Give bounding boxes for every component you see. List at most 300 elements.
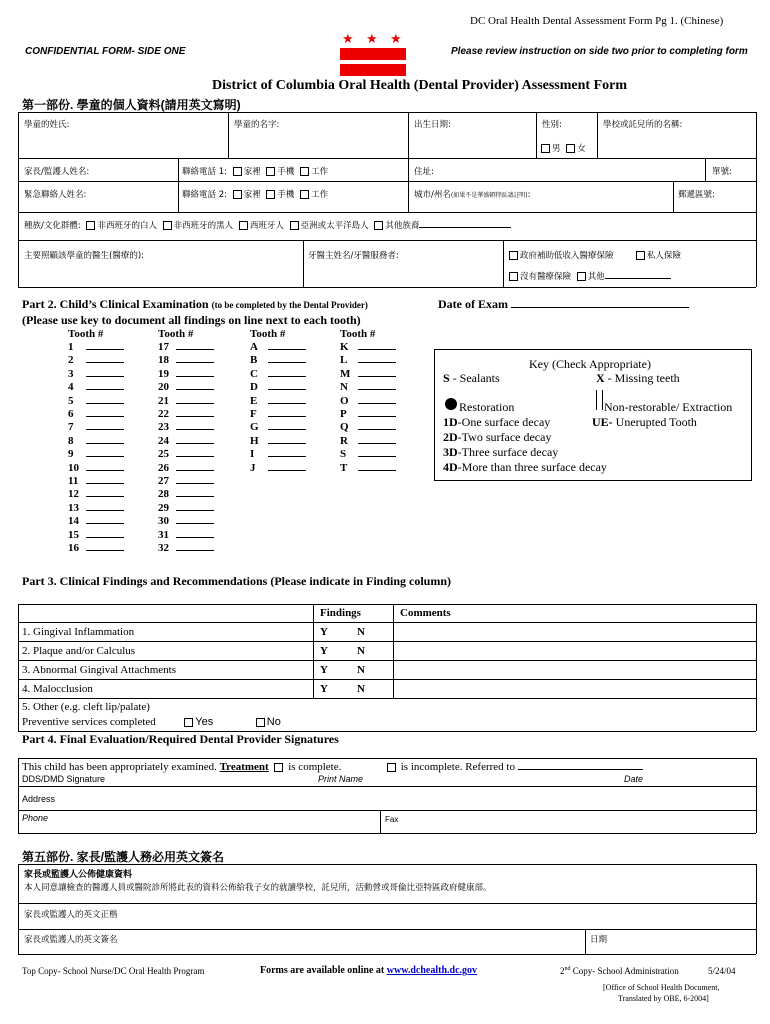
release-heading: 家長或監護人公佈健康資料 — [24, 869, 133, 879]
phone2-mobile-label: 手機 — [277, 190, 295, 200]
phone2-label: 聯絡電話 2: — [182, 190, 227, 200]
tooth-number: R — [340, 434, 348, 447]
other-ethnicity-label: 其他族裔 — [385, 221, 420, 231]
tooth-entry — [68, 475, 124, 487]
tooth-entry — [68, 462, 124, 474]
tooth-entry — [68, 502, 124, 514]
tooth-number: 23 — [158, 421, 169, 434]
tooth-number: 32 — [158, 542, 169, 554]
tooth-entry — [158, 462, 214, 474]
ethnicity-label: 種族/文化群體: — [24, 221, 81, 231]
tooth-finding-line[interactable] — [268, 368, 306, 377]
tooth-entry — [250, 462, 306, 474]
tooth-number: 22 — [158, 408, 169, 420]
tooth-entry — [340, 381, 396, 393]
tooth-entry — [158, 381, 214, 393]
tooth-finding-line[interactable] — [358, 462, 396, 471]
phone2-work-label: 工作 — [311, 190, 329, 200]
phone1-work-checkbox[interactable] — [300, 167, 309, 176]
tooth-number: O — [340, 394, 349, 407]
tooth-entry — [250, 354, 306, 366]
finding-no[interactable]: N — [357, 645, 365, 657]
tooth-number: 24 — [158, 434, 169, 447]
form-title: District of Columbia Oral Health (Dental Provider) Assessment Form — [212, 78, 628, 93]
form-page-label: DC Oral Health Dental Assessment Form Pg 1. (Chinese) — [470, 15, 724, 27]
key-s-text: - Sealants — [449, 371, 500, 385]
tooth-number: 26 — [158, 461, 169, 474]
tooth-finding-line[interactable] — [86, 421, 124, 430]
tooth-entry — [250, 395, 306, 407]
tooth-entry — [68, 368, 124, 380]
restoration-dot-icon — [445, 398, 457, 410]
private-insurance-label: 私人保險 — [646, 251, 681, 261]
tooth-finding-line[interactable] — [176, 515, 214, 524]
tooth-entry — [250, 368, 306, 380]
confidential-label: CONFIDENTIAL FORM- SIDE ONE — [25, 46, 186, 57]
tooth-entry — [68, 408, 124, 420]
examined-group — [22, 761, 341, 773]
tooth-number: 3 — [68, 367, 74, 380]
tooth-entry — [158, 435, 214, 447]
tooth-finding-line[interactable] — [358, 448, 396, 457]
tooth-number: 4 — [68, 381, 74, 394]
tooth-finding-line[interactable] — [176, 529, 214, 538]
phone1-home-label: 家裡 — [243, 167, 261, 177]
tooth-entry — [68, 448, 124, 460]
other-ethnicity-checkbox[interactable] — [374, 221, 383, 230]
tooth-entry — [68, 515, 124, 527]
male-checkbox[interactable] — [541, 144, 550, 153]
print-name-label: Print Name — [318, 774, 364, 784]
tooth-entry — [68, 381, 124, 393]
tooth-finding-line[interactable] — [176, 368, 214, 377]
tooth-entry — [250, 448, 306, 460]
tooth-finding-line[interactable] — [358, 354, 396, 363]
tooth-entry — [158, 529, 214, 541]
tooth-entry — [68, 529, 124, 541]
tooth-finding-line[interactable] — [86, 341, 124, 350]
tooth-finding-line[interactable] — [176, 488, 214, 497]
exam-date-label: Date of Exam — [438, 297, 508, 311]
tooth-number: M — [340, 367, 351, 380]
review-note: Please review instruction on side two prior to completing form — [451, 46, 748, 57]
key-sealants — [443, 371, 500, 386]
finding-no[interactable]: N — [357, 626, 365, 638]
tooth-number: 13 — [68, 501, 79, 514]
medicaid-checkbox[interactable] — [509, 251, 518, 260]
tooth-number: 16 — [68, 542, 79, 554]
findings-header: Findings — [320, 607, 361, 619]
tooth-col3-header: Tooth # — [250, 328, 286, 340]
footer-translated: Translated by OBE, 6-2004] — [618, 994, 709, 1003]
tooth-number: 17 — [158, 341, 169, 353]
part3-heading: Part 3. Clinical Findings and Recommendations (Please indicate in Finding column) — [22, 574, 452, 588]
treatment-label: Treatment — [219, 761, 269, 773]
tooth-entry — [250, 381, 306, 393]
signature-label: DDS/DMD Signature — [22, 774, 106, 784]
child-first-name-label: 學童的名字: — [234, 120, 280, 130]
key-4d — [443, 460, 607, 475]
tooth-col1-header: Tooth # — [68, 328, 104, 340]
tooth-finding-line[interactable] — [176, 462, 214, 471]
emergency-contact-label: 緊急聯絡人姓名: — [24, 190, 87, 200]
treatment-incomplete-checkbox[interactable] — [387, 763, 396, 772]
tooth-finding-line[interactable] — [86, 529, 124, 538]
male-label: 男 — [552, 144, 561, 154]
finding-label: 3. Abnormal Gingival Attachments — [22, 664, 176, 676]
key-2d-code: 2D — [443, 430, 458, 444]
preventive-no-label: No — [266, 716, 281, 728]
tooth-finding-line[interactable] — [176, 408, 214, 417]
tooth-entry — [340, 368, 396, 380]
key-2d-text: -Two surface decay — [457, 430, 552, 444]
footer-top-copy: Top Copy- School Nurse/DC Oral Health Program — [22, 966, 205, 976]
dentist-label: 牙醫主姓名/牙醫服務者: — [308, 251, 399, 261]
tooth-finding-line[interactable] — [268, 408, 306, 417]
tooth-number: 30 — [158, 515, 169, 528]
tooth-number: 10 — [68, 461, 79, 474]
preventive-no-checkbox[interactable] — [256, 718, 265, 727]
tooth-number: A — [250, 341, 258, 353]
hispanic-checkbox[interactable] — [239, 221, 248, 230]
tooth-finding-line[interactable] — [86, 475, 124, 484]
tooth-finding-line[interactable] — [86, 408, 124, 417]
tooth-finding-line[interactable] — [86, 542, 124, 551]
nonrestorable-bars-icon — [596, 390, 603, 410]
footer-link[interactable]: www.dchealth.dc.gov — [386, 965, 478, 976]
address-label: 住址: — [414, 167, 434, 177]
tooth-entry — [158, 515, 214, 527]
key-1d — [443, 415, 550, 430]
phone2-work-checkbox[interactable] — [300, 190, 309, 199]
tooth-finding-line[interactable] — [358, 421, 396, 430]
part5-heading: 第五部份. 家長/監護人務必用英文簽名 — [22, 850, 225, 864]
white-label: 非西班牙的白人 — [97, 221, 157, 231]
tooth-entry — [250, 341, 306, 353]
phone1-work-label: 工作 — [311, 167, 329, 177]
tooth-finding-line[interactable] — [358, 341, 396, 350]
apt-label: 單號: — [712, 167, 732, 177]
tooth-entry — [68, 395, 124, 407]
tooth-entry — [340, 462, 396, 474]
tooth-number: 9 — [68, 448, 74, 461]
key-3d-text: -Three surface decay — [457, 445, 559, 459]
tooth-finding-line[interactable] — [86, 502, 124, 511]
part2-heading-note: (to be completed by the Dental Provider) — [211, 300, 368, 310]
tooth-number: 12 — [68, 488, 79, 501]
tooth-finding-line[interactable] — [86, 488, 124, 497]
part4-heading: Part 4. Final Evaluation/Required Dental Provider Signatures — [22, 732, 339, 746]
child-last-name-label: 學童的姓氏: — [24, 120, 70, 130]
preventive-group — [22, 716, 281, 728]
tooth-finding-line[interactable] — [268, 448, 306, 457]
tooth-finding-line[interactable] — [358, 408, 396, 417]
footer-online — [260, 965, 477, 976]
tooth-finding-line[interactable] — [176, 354, 214, 363]
tooth-finding-line[interactable] — [268, 381, 306, 390]
parent-signature-english-label: 家長或監護人的英文簽名 — [24, 934, 118, 944]
tooth-number: 8 — [68, 434, 74, 447]
asian-label: 亞洲或太平洋島人 — [300, 221, 369, 231]
key-4d-code: 4D — [443, 460, 458, 474]
school-label: 學校或託兒所的名稱: — [603, 120, 683, 130]
phone1-mobile-checkbox[interactable] — [266, 167, 275, 176]
tooth-entry — [158, 488, 214, 500]
finding-yes[interactable]: Y — [320, 683, 328, 695]
preventive-yes-label: Yes — [195, 716, 214, 728]
tooth-entry — [68, 421, 124, 433]
tooth-col2-header: Tooth # — [158, 328, 194, 340]
footer-second-copy — [560, 966, 679, 976]
female-label: 女 — [577, 144, 586, 154]
tooth-finding-line[interactable] — [358, 435, 396, 444]
treatment-incomplete-label: is incomplete. Referred to — [400, 761, 515, 773]
sex-label: 性別: — [542, 120, 562, 130]
tooth-finding-line[interactable] — [86, 395, 124, 404]
doctor-label: 主要照顧該學童的醫生(醫療的): — [24, 251, 144, 261]
tooth-entry — [340, 421, 396, 433]
phone1-label: 聯絡電話 1: — [182, 167, 227, 177]
phone2-mobile-checkbox[interactable] — [266, 190, 275, 199]
tooth-finding-line[interactable] — [86, 368, 124, 377]
no-insurance-checkbox[interactable] — [509, 272, 518, 281]
tooth-finding-line[interactable] — [176, 341, 214, 350]
tooth-entry — [340, 435, 396, 447]
phone1-mobile-label: 手機 — [277, 167, 295, 177]
tooth-number: 21 — [158, 394, 169, 407]
phone2-home-label: 家裡 — [243, 190, 261, 200]
no-insurance-label: 沒有醫療保險 — [520, 272, 572, 282]
tooth-number: 25 — [158, 448, 169, 461]
treatment-complete-checkbox[interactable] — [274, 763, 283, 772]
city-note: (如果不是華盛頓特區請註明) — [450, 192, 528, 199]
tooth-entry — [68, 542, 124, 554]
phone2-group — [182, 188, 328, 200]
tooth-number: C — [250, 367, 258, 380]
finding-label: 2. Plaque and/or Calculus — [22, 645, 136, 657]
tooth-finding-line[interactable] — [86, 448, 124, 457]
tooth-entry — [158, 542, 214, 554]
tooth-number: B — [250, 354, 258, 367]
phone1-group — [182, 165, 328, 177]
tooth-finding-line[interactable] — [358, 395, 396, 404]
footer-second-num: 2 — [560, 966, 565, 976]
tooth-finding-line[interactable] — [176, 435, 214, 444]
part2-subheading: (Please use key to document all findings on line next to each tooth) — [22, 313, 361, 327]
signature-date-label: Date — [624, 774, 644, 784]
tooth-entry — [158, 475, 214, 487]
release-consent-text: 本人同意讓檢查的醫護人員或醫院診所將此表的資料公佈給我子女的就讀學校，託兒所，活動營或哥倫比亞特區政府健康部。 — [24, 882, 492, 892]
key-1d-code: 1D — [443, 415, 458, 429]
finding-yes[interactable]: Y — [320, 626, 328, 638]
tooth-entry — [158, 354, 214, 366]
zip-label: 郵遞區號: — [678, 190, 715, 200]
tooth-number: T — [340, 461, 348, 474]
exam-date-group — [438, 297, 689, 312]
key-3d — [443, 445, 558, 460]
tooth-number: H — [250, 434, 259, 447]
black-checkbox[interactable] — [163, 221, 172, 230]
tooth-finding-line[interactable] — [268, 462, 306, 471]
tooth-entry — [158, 421, 214, 433]
tooth-number: 14 — [68, 515, 79, 528]
tooth-number: S — [340, 448, 347, 461]
tooth-entry — [340, 408, 396, 420]
tooth-number: 28 — [158, 488, 169, 501]
city-label: 城市/州名 — [414, 190, 451, 200]
key-1d-text: -One surface decay — [457, 415, 551, 429]
tooth-number: P — [340, 408, 347, 420]
private-insurance-checkbox[interactable] — [636, 251, 645, 260]
phone2-home-checkbox[interactable] — [233, 190, 242, 199]
female-checkbox[interactable] — [566, 144, 575, 153]
tooth-number: G — [250, 421, 259, 434]
dc-flag-logo: ★ ★ ★ — [338, 30, 410, 80]
tooth-finding-line[interactable] — [358, 381, 396, 390]
key-title: Key (Check Appropriate) — [529, 357, 651, 371]
tooth-col4-header: Tooth # — [340, 328, 376, 340]
phone1-home-checkbox[interactable] — [233, 167, 242, 176]
medicaid-label: 政府補助低收入醫療保險 — [520, 251, 614, 261]
tooth-number: 6 — [68, 408, 74, 420]
tooth-number: L — [340, 354, 348, 367]
key-ue-code: UE- — [592, 415, 613, 429]
tooth-number: E — [250, 394, 258, 407]
tooth-entry — [68, 354, 124, 366]
finding-label: 1. Gingival Inflammation — [22, 626, 135, 638]
tooth-finding-line[interactable] — [86, 435, 124, 444]
tooth-number: D — [250, 381, 258, 394]
tooth-finding-line[interactable] — [86, 381, 124, 390]
tooth-finding-line[interactable] — [176, 542, 214, 551]
other-finding-label: 5. Other (e.g. cleft lip/palate) — [22, 701, 150, 713]
tooth-entry — [68, 488, 124, 500]
key-ue — [592, 415, 697, 430]
other-insurance-checkbox[interactable] — [577, 272, 586, 281]
address-label: Address — [22, 794, 56, 804]
tooth-number: Q — [340, 421, 349, 434]
examined-text: This child has been appropriately examined. — [22, 761, 217, 773]
tooth-finding-line[interactable] — [176, 381, 214, 390]
tooth-finding-line[interactable] — [268, 395, 306, 404]
key-x-text: - Missing teeth — [604, 371, 680, 385]
tooth-entry — [250, 408, 306, 420]
tooth-entry — [158, 368, 214, 380]
key-missing — [596, 371, 680, 386]
tooth-number: 27 — [158, 475, 169, 487]
footer-office: [Office of School Health Document, — [603, 983, 720, 992]
part2-heading: Part 2. Child’s Clinical Examination — [22, 297, 209, 311]
tooth-number: I — [250, 448, 255, 461]
tooth-entry — [158, 341, 214, 353]
tooth-entry — [340, 354, 396, 366]
tooth-finding-line[interactable] — [86, 515, 124, 524]
part1-heading: 第一部份. 學童的個人資料(請用英文寫明) — [22, 98, 241, 112]
black-label: 非西班牙的黑人 — [173, 221, 234, 231]
key-ue-text: Unerupted Tooth — [612, 415, 697, 429]
tooth-entry — [68, 435, 124, 447]
insurance-row1 — [506, 249, 681, 261]
tooth-finding-line[interactable] — [176, 475, 214, 484]
key-x-code: X — [596, 371, 605, 385]
tooth-finding-line[interactable] — [268, 435, 306, 444]
referred-to-line[interactable] — [518, 769, 643, 770]
incomplete-group — [384, 761, 643, 773]
tooth-number: 7 — [68, 421, 74, 434]
key-restoration: Restoration — [459, 400, 515, 414]
tooth-finding-line[interactable] — [86, 462, 124, 471]
finding-yes[interactable]: Y — [320, 664, 328, 676]
preventive-yes-checkbox[interactable] — [184, 718, 193, 727]
tooth-finding-line[interactable] — [176, 502, 214, 511]
asian-checkbox[interactable] — [290, 221, 299, 230]
tooth-number: F — [250, 408, 257, 420]
tooth-entry — [340, 341, 396, 353]
tooth-finding-line[interactable] — [358, 368, 396, 377]
tooth-finding-line[interactable] — [176, 448, 214, 457]
tooth-number: 11 — [68, 475, 79, 487]
finding-yes[interactable]: Y — [320, 645, 328, 657]
other-insurance-line[interactable] — [605, 278, 671, 279]
tooth-finding-line[interactable] — [176, 395, 214, 404]
other-insurance-label: 其他 — [587, 272, 605, 282]
key-s-code: S — [443, 371, 450, 385]
tooth-entry — [340, 448, 396, 460]
fax-label: Fax — [385, 815, 399, 824]
comments-header: Comments — [400, 607, 451, 619]
key-3d-code: 3D — [443, 445, 458, 459]
footer-second-sup: nd — [564, 966, 571, 972]
white-checkbox[interactable] — [86, 221, 95, 230]
other-ethnicity-line[interactable] — [419, 227, 511, 228]
tooth-number: 18 — [158, 354, 169, 367]
tooth-entry — [158, 502, 214, 514]
parent-name-english-label: 家長或監護人的英文正楷 — [24, 909, 118, 919]
tooth-entry — [158, 395, 214, 407]
tooth-entry — [340, 395, 396, 407]
tooth-number: 15 — [68, 528, 79, 541]
tooth-number: K — [340, 341, 349, 353]
tooth-finding-line[interactable] — [268, 421, 306, 430]
tooth-finding-line[interactable] — [86, 354, 124, 363]
key-nonrestorable: Non-restorable/ Extraction — [604, 400, 733, 414]
tooth-number: 29 — [158, 501, 169, 514]
tooth-finding-line[interactable] — [268, 341, 306, 350]
tooth-number: 20 — [158, 381, 169, 394]
tooth-entry — [158, 408, 214, 420]
finding-no[interactable]: N — [357, 683, 365, 695]
tooth-number: 31 — [158, 528, 169, 541]
parent-date-label: 日期 — [590, 934, 608, 944]
tooth-number: 2 — [68, 354, 74, 367]
tooth-finding-line[interactable] — [268, 354, 306, 363]
hispanic-label: 西班牙人 — [249, 221, 284, 231]
finding-no[interactable]: N — [357, 664, 365, 676]
phone-label: Phone — [22, 813, 49, 823]
tooth-entry — [250, 421, 306, 433]
treatment-complete-label: is complete. — [288, 761, 342, 773]
parent-name-label: 家長/監護人姓名: — [24, 167, 90, 177]
sex-options — [538, 142, 586, 154]
footer-second-text: Copy- School Administration — [570, 966, 679, 976]
footer-date: 5/24/04 — [708, 966, 736, 976]
exam-date-line[interactable] — [511, 297, 689, 308]
tooth-entry — [250, 435, 306, 447]
tooth-number: 1 — [68, 341, 74, 353]
tooth-finding-line[interactable] — [176, 421, 214, 430]
tooth-number: J — [250, 461, 256, 474]
city-group: 城市/州名(如果不是華盛頓特區請註明): — [414, 190, 531, 200]
